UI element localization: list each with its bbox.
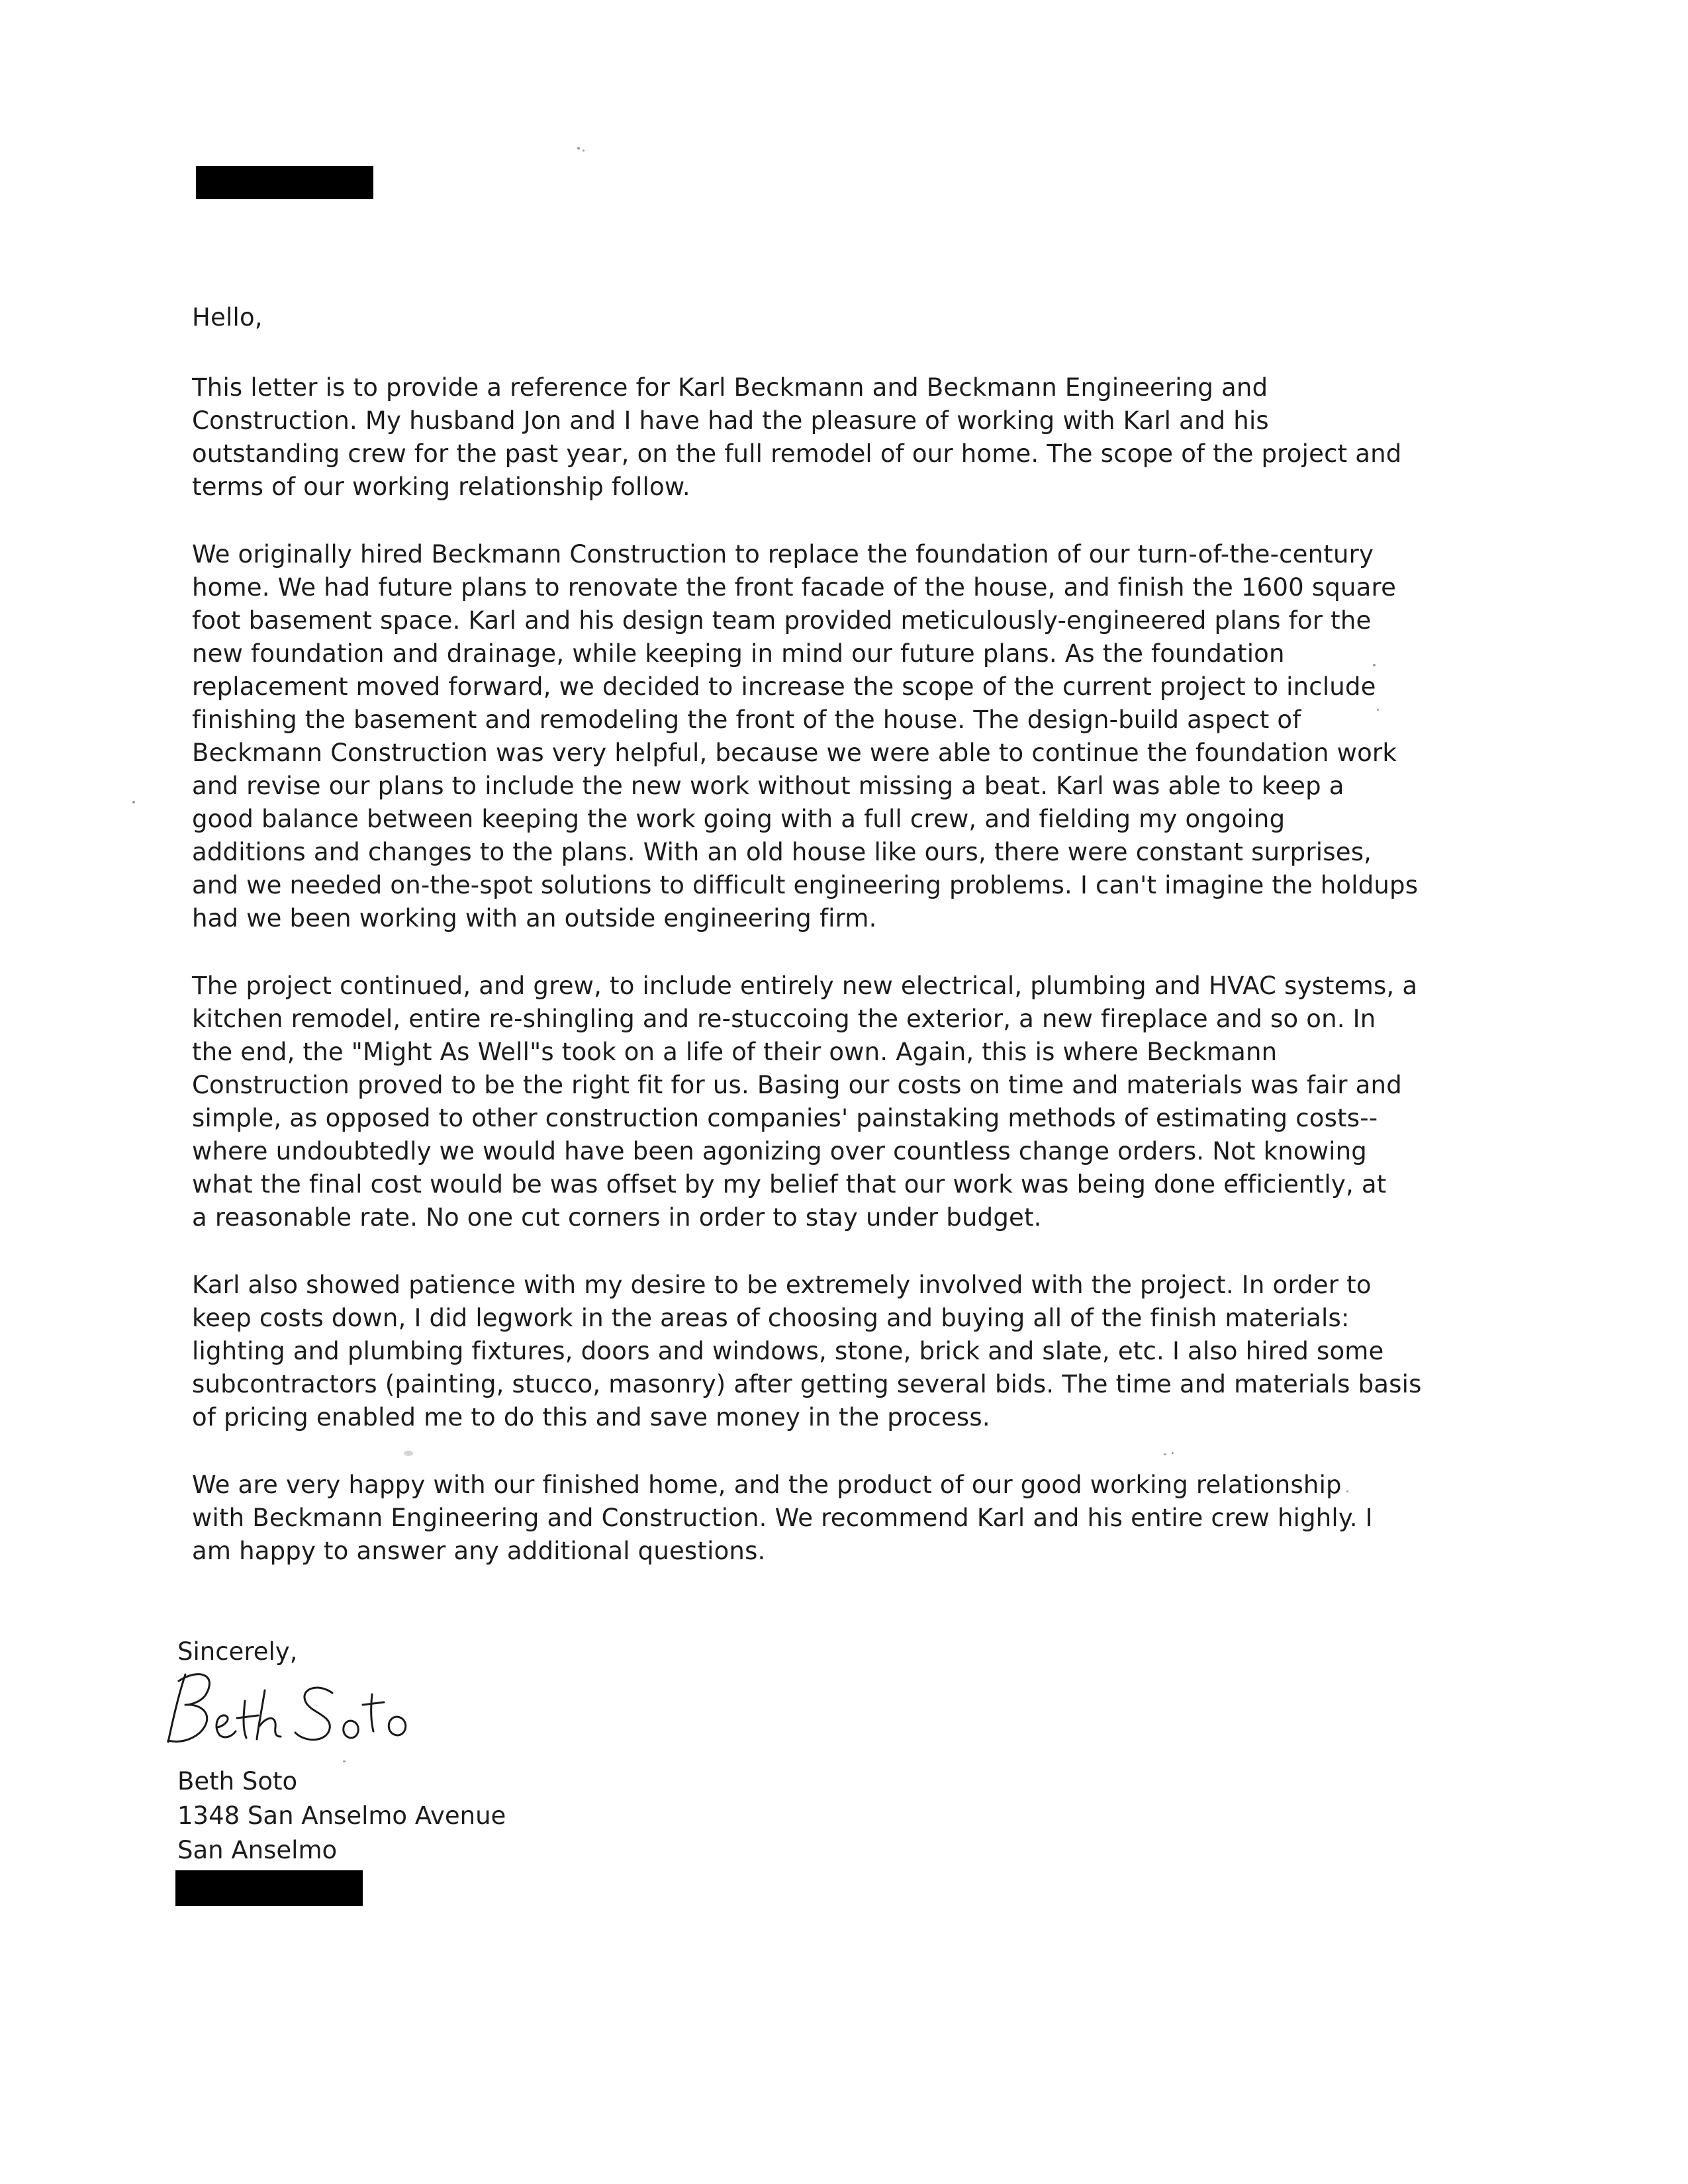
handwritten-signature	[159, 1655, 437, 1754]
scan-speck	[583, 150, 585, 152]
letter-body	[192, 301, 1436, 1602]
paragraph-foundation: We originally hired Beckmann Construction to replace the foundation of our turn-of-the-century home. We had future plans to renovate the front facade of the house, and finish the 1600 square foot basement space. Karl and his design team provided meticulously-engineered plans for the new foundation and drainage, while keeping in mind our future plans. As the foundation replacement moved forward, we decided to increase the scope of the current project to include finishing the basement and remodeling the front of the house. The design-build aspect of Beckmann Construction was very helpful, because we were able to continue the foundation work and revise our plans to include the new work without missing a beat. Karl was able to keep a good balance between keeping the work going with a full crew, and fielding my ongoing additions and changes to the plans. With an old house like ours, there were constant surprises, and we needed on-the-spot solutions to difficult engineering problems. I can't imagine the holdups had we been working with an outside engineering firm.	[192, 540, 1419, 933]
redaction-bar-top	[196, 166, 373, 199]
paragraph-project-growth: The project continued, and grew, to include entirely new electrical, plumbing and HVAC systems, a kitchen remodel, entire re-shingling and re-stuccoing the exterior, a new fireplace and so on. In the end, the "Might As Well"s took on a life of their own. Again, this is where Beckmann Construction proved to be the right fit for us. Basing our costs on time and materials was fair and simple, as opposed to other construction companies' painstaking methods of estimating costs-- where undoubtedly we would have been agonizing over countless change orders. Not knowing what the final cost would be was offset by my belief that our work was being done efficiently, at a reasonable rate. No one cut corners in order to stay under budget.	[192, 972, 1418, 1232]
scan-speck	[1373, 664, 1376, 666]
scan-speck	[1164, 1453, 1166, 1455]
scan-speck	[577, 147, 580, 150]
scan-speck	[132, 801, 135, 803]
scan-smudge	[404, 1451, 413, 1456]
signer-name: Beth Soto	[177, 1767, 298, 1796]
paragraph-recommendation: We are very happy with our finished home, and the product of our good working relationship with Beckmann Engineering and Construction. We recommend Karl and his entire crew highly. I am happy to answer any additional questions.	[192, 1471, 1373, 1565]
scan-speck	[1172, 1452, 1174, 1454]
redaction-bar-bottom	[175, 1870, 363, 1906]
scan-speck	[1377, 709, 1379, 711]
signer-block	[177, 1764, 773, 1868]
paragraph-intro: This letter is to provide a reference for Karl Beckmann and Beckmann Engineering and Construction. My husband Jon and I have had the pleasure of working with Karl and his outstanding crew for the past year, on the full remodel of our home. The scope of the project and terms of our working relationship follow.	[192, 373, 1402, 501]
signer-address-line1: 1348 San Anselmo Avenue	[177, 1801, 506, 1830]
signer-address-line2: San Anselmo	[177, 1836, 338, 1864]
scan-speck	[1346, 1490, 1348, 1492]
greeting: Hello,	[192, 303, 263, 332]
scan-speck	[343, 1760, 346, 1762]
closing: Sincerely,	[177, 1637, 298, 1666]
paragraph-involvement: Karl also showed patience with my desire to be extremely involved with the project. In order to keep costs down, I did legwork in the areas of choosing and buying all of the finish materials: lighting and plumbing fixtures, doors and windows, stone, brick and slate, etc. I also hired some subcontractors (painting, stucco, masonry) after getting several bids. The time and materials basis of pricing enabled me to do this and save money in the process.	[192, 1271, 1422, 1432]
